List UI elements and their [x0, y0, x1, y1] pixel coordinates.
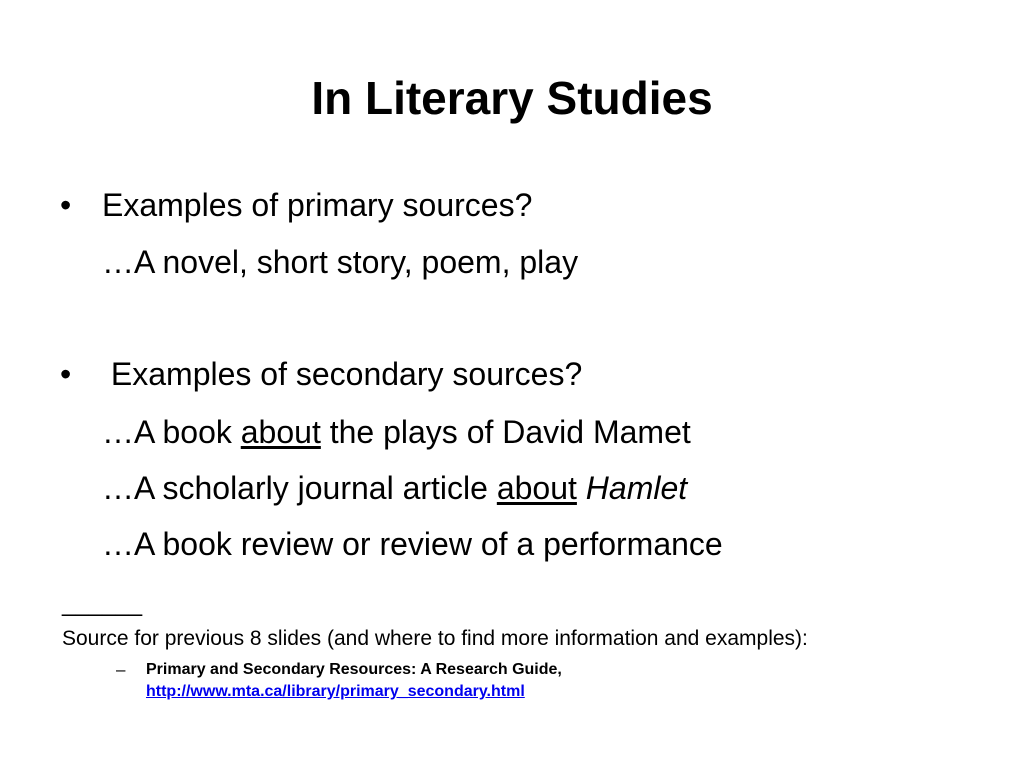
secondary-question: Examples of secondary sources? [102, 356, 583, 392]
source-note: Source for previous 8 slides (and where to find more information and examples): [62, 627, 808, 650]
secondary-item-review: …A book review or review of a performance [102, 526, 723, 562]
reference-link[interactable]: http://www.mta.ca/library/primary_secondary.html [146, 683, 525, 700]
item-text [577, 470, 586, 506]
underlined-word: about [496, 470, 577, 506]
slide-title: In Literary Studies [311, 72, 713, 124]
item-text: the plays of David Mamet [320, 414, 691, 450]
item-text: …A book [102, 414, 241, 450]
italic-title: Hamlet [585, 470, 688, 506]
bullet-icon: • [60, 356, 72, 392]
reference-title: Primary and Secondary Resources: A Research Guide, [146, 661, 562, 678]
footer-rule: ______ [62, 590, 143, 617]
underlined-word: about [240, 414, 321, 450]
dash-bullet: – [116, 660, 126, 679]
secondary-item-hamlet [102, 468, 687, 508]
item-text: …A scholarly journal article [102, 470, 497, 506]
primary-question: Examples of primary sources? [102, 187, 533, 223]
primary-answer: …A novel, short story, poem, play [102, 244, 579, 280]
secondary-item-mamet [102, 412, 691, 452]
bullet-icon: • [60, 187, 72, 223]
